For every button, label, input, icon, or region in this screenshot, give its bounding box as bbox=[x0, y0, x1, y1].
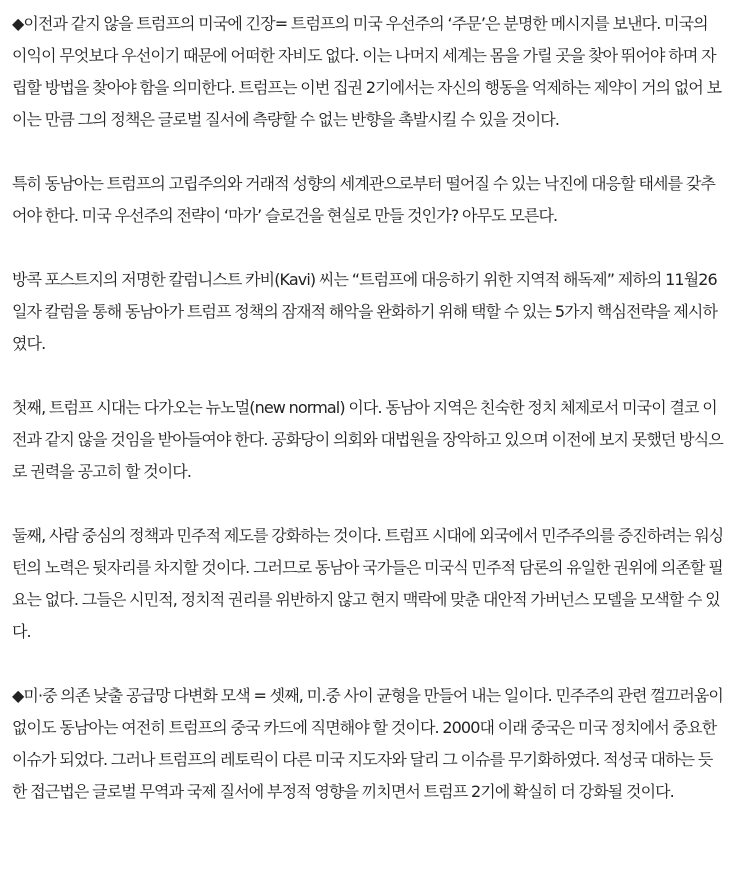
article-paragraph: 첫째, 트럼프 시대는 다가오는 뉴노멀(new normal) 이다. 동남아 지역은 친숙한 정치 체제로서 미국이 결코 이전과 같지 않을 것임을 받아들여야 한다. 공화당이 의회와 대법원을 장악하고 있으며 이전에 보지 못했던 방식으로 권력을 공고히 할 것이다. bbox=[12, 398, 723, 481]
article-body bbox=[12, 8, 724, 808]
article-paragraph: ◆미·중 의존 낮출 공급망 다변화 모색 = 셋째, 미.중 사이 균형을 만들어 내는 일이다. 민주주의 관련 껄끄러움이 없이도 동남아는 여전히 트럼프의 중국 카드에 직면해야 할 것이다. 2000대 이래 중국은 미국 정치에서 중요한 이슈가 되었다. 그러나 트럼프의 레토릭이 다른 미국 지도자와 달리 그 이슈를 무기화하였다. 적성국 대하는 듯한 접근법은 글로벌 무역과 국제 질서에 부정적 영향을 끼치면서 트럼프 2기에 확실히 더 강화될 것이다. bbox=[12, 686, 723, 801]
article-paragraph: 특히 동남아는 트럼프의 고립주의와 거래적 성향의 세계관으로부터 떨어질 수 있는 낙진에 대응할 태세를 갖추어야 한다. 미국 우선주의 전략이 ‘마가’ 슬로건을 현실로 만들 것인가? 아무도 모른다. bbox=[12, 174, 715, 225]
article-paragraph: 방콕 포스트지의 저명한 칼럼니스트 카비(Kavi) 씨는 “트럼프에 대응하기 위한 지역적 해독제” 제하의 11월26일자 칼럼을 통해 동남아가 트럼프 정책의 잠재적 해악을 완화하기 위해 택할 수 있는 5가지 핵심전략을 제시하였다. bbox=[12, 270, 718, 353]
article-paragraph: ◆이전과 같지 않을 트럼프의 미국에 긴장= 트럼프의 미국 우선주의 ‘주문’은 분명한 메시지를 보낸다. 미국의 이익이 무엇보다 우선이기 때문에 어떠한 자비도 없다. 이는 나머지 세계는 몸을 가릴 곳을 찾아 뛰어야 하며 자립할 방법을 찾아야 함을 의미한다. 트럼프는 이번 집권 2기에서는 자신의 행동을 억제하는 제약이 거의 없어 보이는 만큼 그의 정책은 글로벌 질서에 측량할 수 없는 반향을 촉발시킬 수 있을 것이다. bbox=[12, 14, 722, 129]
article-paragraph: 둘째, 사람 중심의 정책과 민주적 제도를 강화하는 것이다. 트럼프 시대에 외국에서 민주주의를 증진하려는 워싱턴의 노력은 뒷자리를 차지할 것이다. 그러므로 동남아 국가들은 미국식 민주적 담론의 유일한 권위에 의존할 필요는 없다. 그들은 시민적, 정치적 권리를 위반하지 않고 현지 맥락에 맞춘 대안적 가버넌스 모델을 모색할 수 있다. bbox=[12, 526, 724, 641]
